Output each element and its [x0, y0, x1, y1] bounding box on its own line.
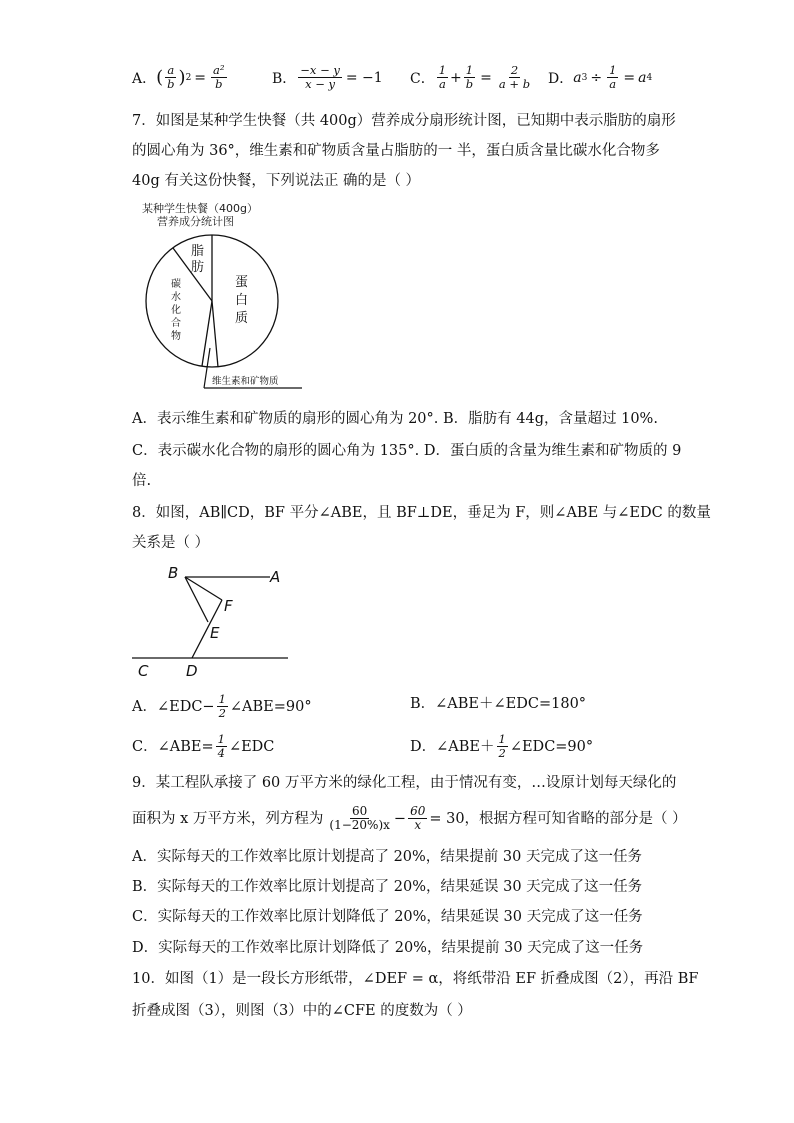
label-fat-2: 肪 — [191, 260, 205, 275]
q10-line-1: 10．如图（1）是一段长方形纸带，∠DEF = α，将纸带沿 EF 折叠成图（2），再沿 BF — [132, 971, 699, 987]
q8-option-a — [132, 693, 312, 720]
q8-option-b: B．∠ABE＋∠EDC=180° — [410, 696, 587, 712]
option-prefix: D．∠ABE＋ — [410, 738, 495, 755]
q6-option-d — [548, 64, 652, 91]
point-label-d: D — [186, 662, 198, 680]
option-label: B． — [272, 70, 297, 87]
option-label: C． — [410, 70, 435, 87]
fraction: $\frac{a}{b}$ — [167, 63, 175, 91]
plus: + — [450, 69, 462, 86]
point-label-b: B — [168, 564, 179, 582]
label-fat-1: 脂 — [191, 244, 205, 259]
base: a — [638, 69, 647, 86]
q9-option-a: A．实际每天的工作效率比原计划提高了 20%，结果提前 30 天完成了这一任务 — [132, 849, 642, 865]
fraction: $\frac{60}{x}$ — [410, 804, 426, 832]
q8-line-2: 关系是（ ） — [132, 535, 210, 551]
base: a — [573, 69, 582, 86]
label-carb-1: 碳 — [171, 279, 181, 290]
label-carb-2: 水 — [171, 292, 181, 303]
q7-line-2: 的圆心角为 36°，维生素和矿物质含量占脂肪的一 半，蛋白质含量比碳水化合物多 — [132, 143, 660, 159]
geometry-figure — [130, 562, 295, 687]
label-protein-1: 蛋 — [235, 275, 249, 290]
paren-right: ) — [178, 67, 186, 88]
q9-option-b: B．实际每天的工作效率比原计划提高了 20%，结果延误 30 天完成了这一任务 — [132, 879, 643, 895]
q6-option-b — [272, 64, 383, 91]
label-protein-2: 白 — [235, 293, 249, 308]
fraction: $\frac{\text{a²}}{b}$ — [213, 63, 225, 91]
label-carb-5: 物 — [171, 331, 181, 342]
paren-left: ( — [156, 67, 164, 88]
q7-line-3: 40g 有关这份快餐，下列说法正 确的是（ ） — [132, 173, 421, 189]
option-prefix: A．∠EDC− — [132, 698, 215, 715]
q8-option-c — [132, 733, 274, 760]
q9-line-2 — [132, 805, 687, 832]
label-vitamin: 维生素和矿物质 — [212, 376, 279, 387]
label-protein-3: 质 — [235, 311, 249, 326]
point-label-c: C — [138, 662, 149, 680]
q8-option-d — [410, 733, 593, 760]
q7-option-ab: A．表示维生素和矿物质的扇形的圆心角为 20°. B．脂肪有 44g，含量超过 10%. — [132, 411, 658, 427]
exponent: 3 — [581, 72, 588, 83]
chart-title-2: 营养成分统计图 — [157, 215, 234, 228]
fraction: $\frac{1}{2}$ — [498, 732, 506, 760]
equals: = — [480, 69, 492, 86]
label-carb-3: 化 — [171, 305, 181, 316]
equals: = — [194, 69, 207, 86]
label-carb-4: 合 — [171, 318, 181, 329]
point-label-a: A — [270, 568, 281, 586]
q6-option-c — [410, 64, 534, 91]
q9-line-1: 9．某工程队承接了 60 万平方米的绿化工程，由于情况有变，…设原计划每天绿化的 — [132, 775, 677, 791]
minus: − — [393, 810, 407, 827]
pie-chart — [132, 198, 312, 393]
option-suffix: ∠EDC=90° — [509, 738, 594, 755]
option-label: D． — [548, 70, 574, 87]
fraction: $\frac{60}{(1-20\%)x}$ — [329, 804, 390, 832]
line-prefix: 面积为 x 万平方米，列方程为 — [132, 810, 324, 827]
option-suffix: ∠EDC — [228, 738, 275, 755]
fraction: $\frac{1}{a}$ — [438, 63, 447, 91]
slice-border-vitamin-right — [212, 301, 218, 367]
rhs: = −1 — [345, 69, 383, 86]
option-prefix: C．∠ABE= — [132, 738, 214, 755]
slice-border-vitamin-left — [202, 301, 212, 366]
fraction: $\frac{1}{2}$ — [218, 692, 226, 720]
fraction: $\frac{1}{4}$ — [217, 732, 225, 760]
option-suffix: ∠ABE=90° — [229, 698, 312, 715]
fraction: $\frac{1}{b}$ — [465, 63, 474, 91]
q9-option-c: C．实际每天的工作效率比原计划降低了 20%，结果延误 30 天完成了这一任务 — [132, 909, 643, 925]
exponent: 4 — [646, 72, 653, 83]
chart-title-1: 某种学生快餐（400g） — [142, 202, 258, 215]
option-label: A． — [132, 70, 157, 87]
q7-line-1: 7．如图是某种学生快餐（共 400g）营养成分扇形统计图，已知期中表示脂肪的扇形 — [132, 113, 676, 129]
point-label-f: F — [224, 597, 233, 615]
q7-option-cd: C．表示碳水化合物的扇形的圆心角为 135°. D．蛋白质的含量为维生素和矿物质的 9 — [132, 443, 682, 459]
q8-line-1: 8．如图，AB∥CD，BF 平分∠ABE，且 BF⊥DE，垂足为 F，则∠ABE 与∠EDC 的数量 — [132, 505, 711, 521]
q10-line-2: 折叠成图（3），则图（3）中的∠CFE 的度数为（ ） — [132, 1003, 472, 1019]
equals: = — [623, 69, 636, 86]
fraction: $\frac{2}{a + b}$ — [498, 63, 531, 91]
point-label-e: E — [210, 624, 220, 642]
divide: ÷ — [590, 69, 603, 86]
fraction: $\frac{1}{a}$ — [609, 63, 617, 91]
label-leader — [204, 348, 210, 388]
q7-option-cd-cont: 倍. — [132, 473, 152, 489]
fraction: $\frac{-x - y}{x - y}$ — [300, 63, 340, 91]
exponent: 2 — [185, 72, 192, 83]
q9-option-d: D．实际每天的工作效率比原计划降低了 20%，结果提前 30 天完成了这一任务 — [132, 940, 644, 956]
line-suffix: = 30，根据方程可知省略的部分是（ ） — [429, 810, 687, 827]
q6-option-a — [132, 64, 229, 91]
